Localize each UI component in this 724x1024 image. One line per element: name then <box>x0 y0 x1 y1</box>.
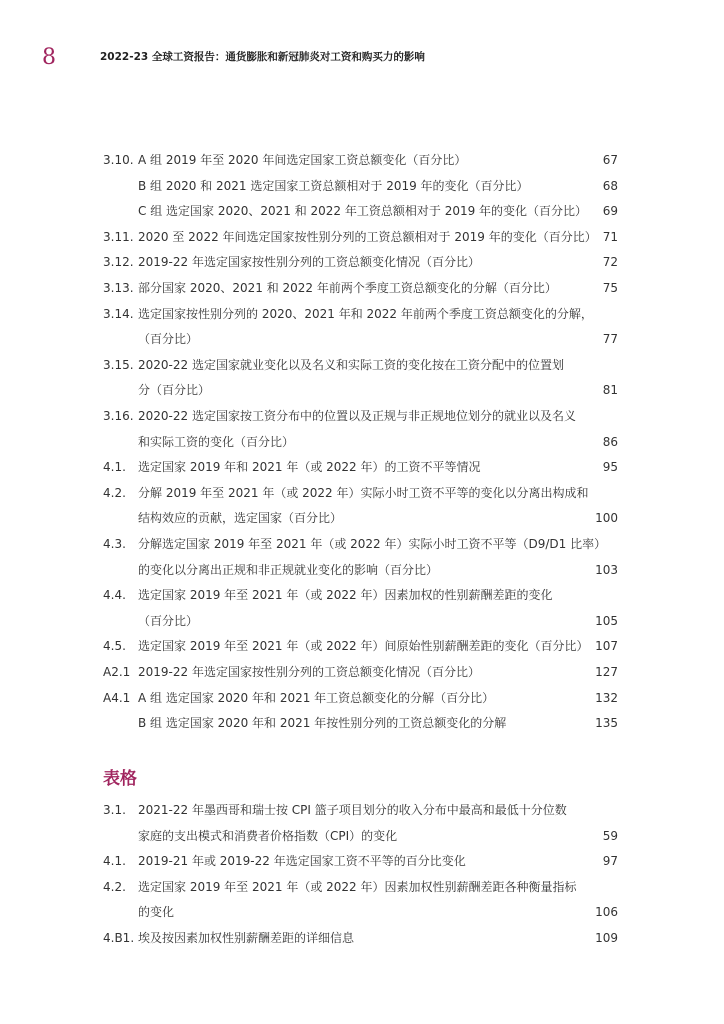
entry-number: 3.11. <box>103 229 134 244</box>
entry-page-number: 109 <box>595 931 618 945</box>
entry-title: B 组 选定国家 2020 年和 2021 年按性别分列的工资总额变化的分解 <box>138 716 507 731</box>
entry-page-number: 69 <box>602 204 618 219</box>
entry-page-number: 86 <box>602 434 618 449</box>
entry-page-number: 95 <box>602 460 618 475</box>
entry-page-number: 107 <box>595 639 618 654</box>
entry-title: 选定国家按性别分列的 2020、2021 年和 2022 年前两个季度工资总额变化的分解， <box>138 306 593 321</box>
entry-number: 4.2. <box>103 879 126 894</box>
entry-number: 4.B1. <box>103 931 135 945</box>
entry-title: 2020 至 2022 年间选定国家按性别分列的工资总额相对于 2019 年的变化（百分比） <box>138 229 597 244</box>
entry-title: 2019-21 年或 2019-22 年选定国家工资不平等的百分比变化 <box>138 854 466 869</box>
entry-number: 4.2. <box>103 485 126 500</box>
entry-title: B 组 2020 和 2021 选定国家工资总额相对于 2019 年的变化（百分比） <box>138 178 529 193</box>
entry-title: 2019-22 年选定国家按性别分列的工资总额变化情况（百分比） <box>138 665 480 679</box>
entry-title: 分解选定国家 2019 年至 2021 年（或 2022 年）实际小时工资不平等（D9/D1 比率） <box>138 537 607 551</box>
entry-title: 2020-22 选定国家按工资分布中的位置以及正规与非正规地位划分的就业以及名义 <box>138 409 576 423</box>
running-title: 2022-23 全球工资报告：通货膨胀和新冠肺炎对工资和购买力的影响 <box>100 51 425 63</box>
tables-heading: 表格 <box>103 769 137 789</box>
entry-title: C 组 选定国家 2020、2021 和 2022 年工资总额相对于 2019 年的变化（百分比） <box>138 204 588 219</box>
entry-number: 3.16. <box>103 409 134 423</box>
entry-page-number: 75 <box>602 281 618 295</box>
entry-page-number: 97 <box>602 854 618 869</box>
entry-title: 埃及按因素加权性别薪酬差距的详细信息 <box>138 931 355 945</box>
entry-title: A 组 选定国家 2020 年和 2021 年工资总额变化的分解（百分比） <box>138 690 495 705</box>
entry-page-number: 106 <box>595 905 618 920</box>
entry-title: 结构效应的贡献，选定国家（百分比） <box>138 511 343 526</box>
entry-number: 4.3. <box>103 537 126 551</box>
page-header <box>42 44 684 72</box>
entry-page-number: 77 <box>602 332 618 347</box>
entry-page-number: 71 <box>602 229 618 244</box>
entry-title: 选定国家 2019 年至 2021 年（或 2022 年）因素加权的性别薪酬差距的变化 <box>138 588 553 603</box>
entry-title: A 组 2019 年至 2020 年间选定国家工资总额变化（百分比） <box>138 153 467 167</box>
entry-number: 4.1. <box>103 854 126 869</box>
entry-number: 3.12. <box>103 255 134 270</box>
page-number: 8 <box>42 45 56 70</box>
entry-title: 的变化以分离出正规和非正规就业变化的影响（百分比） <box>138 562 439 577</box>
entry-number: 3.14. <box>103 306 134 321</box>
entry-title: （百分比） <box>138 332 199 347</box>
entry-title: 和实际工资的变化（百分比） <box>138 434 295 449</box>
entry-page-number: 132 <box>595 690 618 705</box>
entry-title: （百分比） <box>138 613 199 628</box>
entry-page-number: 67 <box>602 153 618 167</box>
entry-number: 3.15. <box>103 357 134 372</box>
entry-number: 3.13. <box>103 281 134 295</box>
entry-title: 2019-22 年选定国家按性别分列的工资总额变化情况（百分比） <box>138 255 480 270</box>
entry-page-number: 105 <box>595 613 618 628</box>
entry-title: 部分国家 2020、2021 和 2022 年前两个季度工资总额变化的分解（百分比） <box>138 281 557 295</box>
entry-number: A4.1 <box>103 690 131 705</box>
entry-title: 选定国家 2019 年和 2021 年（或 2022 年）的工资不平等情况 <box>138 460 481 475</box>
entry-number: 3.10. <box>103 153 134 167</box>
entry-number: 4.4. <box>103 588 126 603</box>
entry-title: 2020-22 选定国家就业变化以及名义和实际工资的变化按在工资分配中的位置划 <box>138 357 564 372</box>
entry-title: 2021-22 年墨西哥和瑞士按 CPI 篮子项目划分的收入分布中最高和最低十分位数 <box>138 803 567 817</box>
entry-number: 4.1. <box>103 460 126 475</box>
entry-title: 的变化 <box>138 905 175 920</box>
entry-title: 选定国家 2019 年至 2021 年（或 2022 年）间原始性别薪酬差距的变化（百分比） <box>138 639 589 654</box>
entry-title: 分（百分比） <box>138 383 211 398</box>
entry-page-number: 127 <box>595 665 618 679</box>
entry-title: 分解 2019 年至 2021 年（或 2022 年）实际小时工资不平等的变化以分离出构成和 <box>138 485 589 500</box>
entry-title: 选定国家 2019 年至 2021 年（或 2022 年）因素加权性别薪酬差距各种衡量指标 <box>138 879 577 894</box>
entry-page-number: 135 <box>595 716 618 731</box>
entry-number: 4.5. <box>103 639 126 654</box>
entry-page-number: 72 <box>602 255 618 270</box>
entry-page-number: 81 <box>602 383 618 398</box>
entry-page-number: 59 <box>602 828 618 843</box>
entry-title: 家庭的支出模式和消费者价格指数（CPI）的变化 <box>138 828 398 843</box>
entry-page-number: 103 <box>595 562 618 577</box>
entry-number: 3.1. <box>103 803 126 817</box>
entry-page-number: 68 <box>602 178 618 193</box>
entry-number: A2.1 <box>103 665 131 679</box>
entry-page-number: 100 <box>595 511 618 526</box>
